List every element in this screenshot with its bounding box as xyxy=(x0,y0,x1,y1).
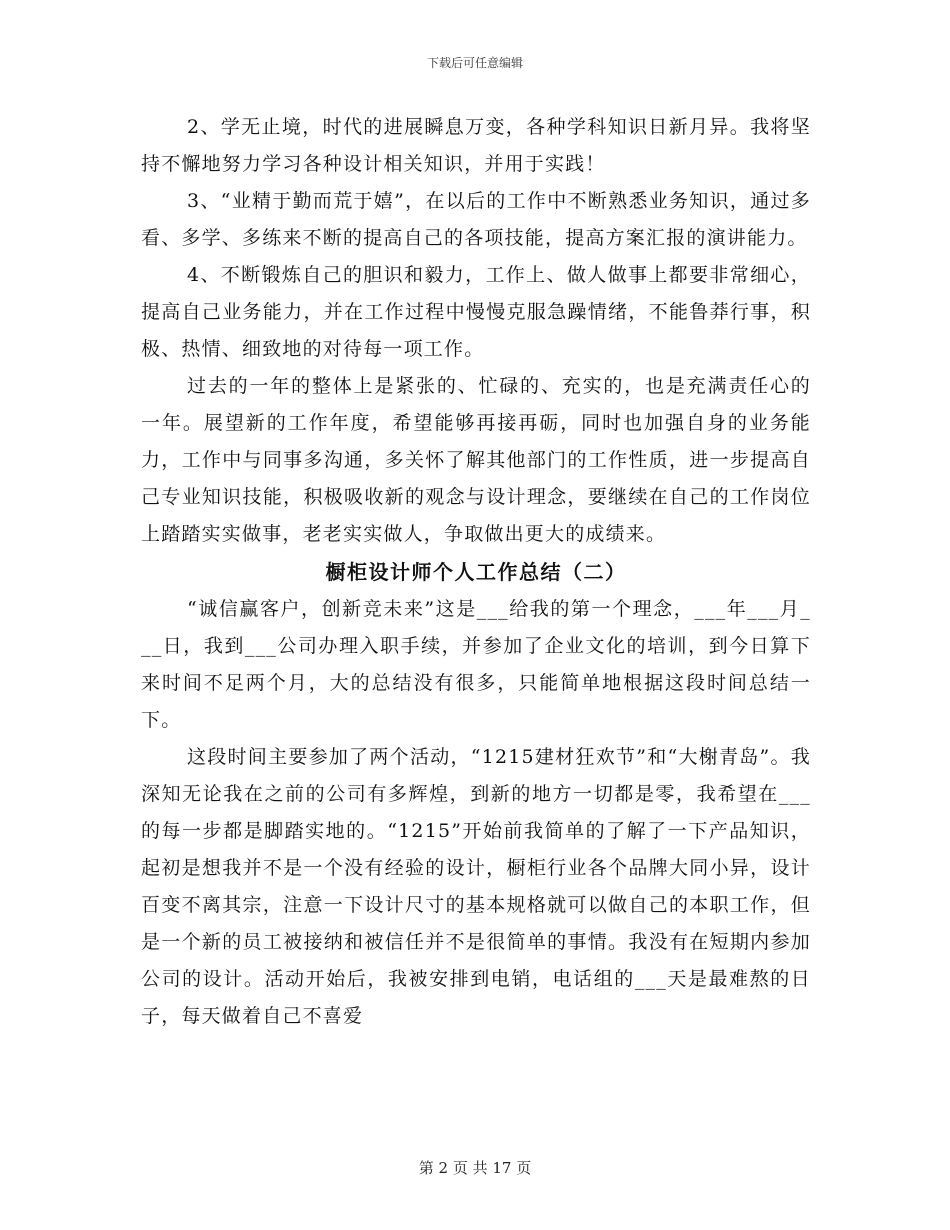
document-body xyxy=(141,109,811,1035)
section-title: 橱柜设计师个人工作总结（二） xyxy=(325,560,627,584)
paragraph-item-3: 3、“业精于勤而荒于嬉”，在以后的工作中不断熟悉业务知识，通过多看、多学、多练来不断的提高自己的各项技能，提高方案汇报的演讲能力。 xyxy=(141,190,811,249)
header-note: 下载后可任意编辑 xyxy=(426,56,523,70)
paragraph-activities: 这段时间主要参加了两个活动，“1215建材狂欢节”和“大榭青岛”。我深知无论我在之前的公司有多辉煌，到新的地方一切都是零，我希望在___的每一步都是脚踏实地的。“1215”开始前我简单的了解了一下产品知识，起初是想我并不是一个没有经验的设计，橱柜行业各个品牌大同小异，设计百变不离其宗，注意一下设计尺寸的基本规格就可以做自己的本职工作，但是一个新的员工被接纳和被信任并不是很简单的事情。我没有在短期内参加公司的设计。活动开始后，我被安排到电销，电话组的___天是最难熬的日子，每天做着自己不喜爱 xyxy=(141,746,811,1027)
paragraph-item-4: 4、不断锻炼自己的胆识和毅力，工作上、做人做事上都要非常细心，提高自己业务能力，并在工作过程中慢慢克服急躁情绪，不能鲁莽行事，积极、热情、细致地的对待每一项工作。 xyxy=(141,264,811,360)
paragraph-item-2: 2、学无止境，时代的进展瞬息万变，各种学科知识日新月异。我将坚持不懈地努力学习各种设计相关知识，并用于实践！ xyxy=(141,116,811,175)
paragraph-year-review: 过去的一年的整体上是紧张的、忙碌的、充实的，也是充满责任心的一年。展望新的工作年度，希望能够再接再砺，同时也加强自身的业务能力，工作中与同事多沟通，多关怀了解其他部门的工作性质，进一步提高自己专业知识技能，积极吸收新的观念与设计理念，要继续在自己的工作岗位上踏踏实实做事，老老实实做人，争取做出更大的成绩来。 xyxy=(141,375,811,545)
page-number: 第 2 页 共 17 页 xyxy=(418,1159,532,1177)
paragraph-onboarding: “诚信赢客户，创新竞未来”这是___给我的第一个理念，___年___月___日，我到___公司办理入职手续，并参加了企业文化的培训，到今日算下来时间不足两个月，大的总结没有很多，只能简单地根据这段时间总结一下。 xyxy=(141,598,811,731)
